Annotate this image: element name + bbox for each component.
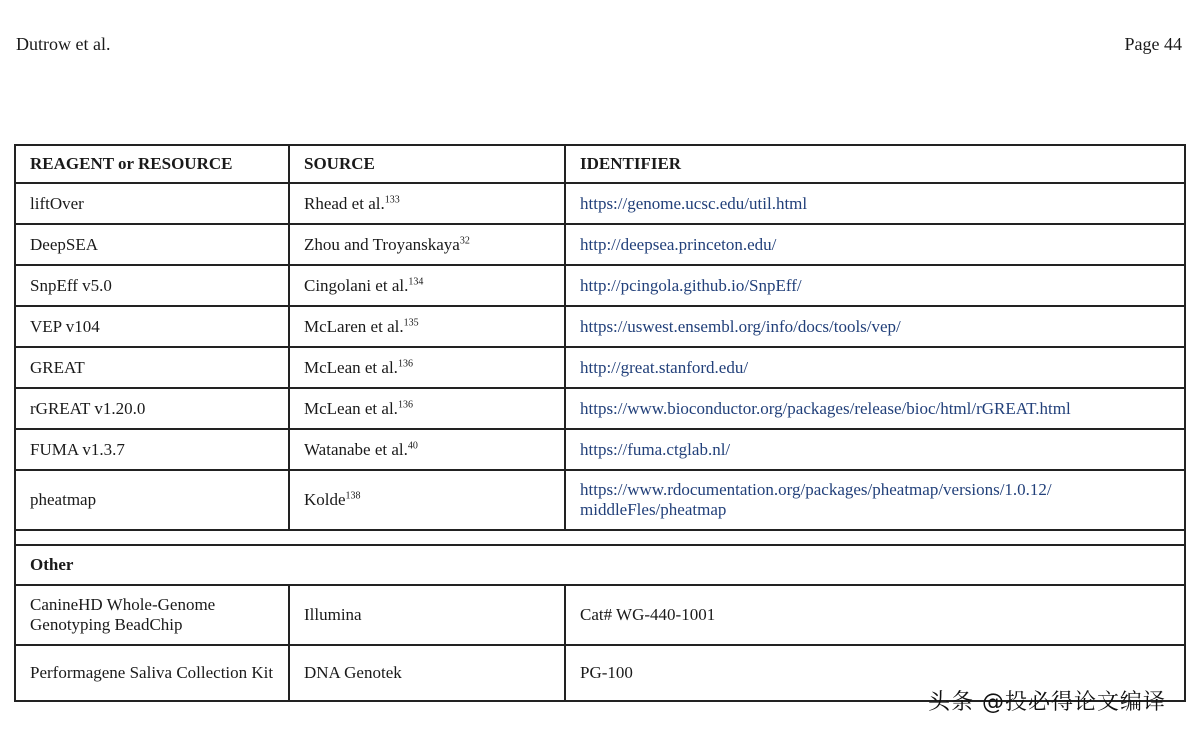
running-header-author: Dutrow et al. — [16, 34, 111, 54]
resource-cell: GREAT — [15, 347, 289, 388]
table-row — [15, 388, 1185, 429]
resources-table — [14, 144, 1186, 702]
section-label-other: Other — [15, 545, 1185, 585]
table-row — [15, 585, 1185, 645]
identifier-link[interactable]: https://www.bioconductor.org/packages/release/bioc/html/rGREAT.html — [565, 388, 1185, 429]
source-cell: Zhou and Troyanskaya$^{32}$ — [289, 224, 565, 265]
resource-cell: VEP v104 — [15, 306, 289, 347]
identifier-link[interactable]: https://www.rdocumentation.org/packages/pheatmap/versions/1.0.12/ middleFles/pheatmap — [565, 470, 1185, 530]
column-header-resource: REAGENT or RESOURCE — [15, 145, 289, 183]
resource-cell: pheatmap — [15, 470, 289, 530]
table-row — [15, 429, 1185, 470]
column-header-source: SOURCE — [289, 145, 565, 183]
identifier-link[interactable]: https://uswest.ensembl.org/info/docs/tools/vep/ — [565, 306, 1185, 347]
table-row — [15, 224, 1185, 265]
table-header-row — [15, 145, 1185, 183]
resource-cell: Performagene Saliva Collection Kit — [15, 645, 289, 701]
resource-cell: CanineHD Whole-Genome Genotyping BeadChip — [15, 585, 289, 645]
identifier-cell: Cat# WG-440-1001 — [565, 585, 1185, 645]
table-row — [15, 265, 1185, 306]
identifier-cell: PG-100 — [565, 645, 1185, 701]
source-cell: Kolde$^{138}$ — [289, 470, 565, 530]
table-row — [15, 306, 1185, 347]
source-cell: Illumina — [289, 585, 565, 645]
source-cell: McLaren et al.$^{135}$ — [289, 306, 565, 347]
table-row — [15, 183, 1185, 224]
identifier-link[interactable]: http://great.stanford.edu/ — [565, 347, 1185, 388]
spacer-row — [15, 530, 1185, 545]
resource-cell: SnpEff v5.0 — [15, 265, 289, 306]
identifier-link[interactable]: http://deepsea.princeton.edu/ — [565, 224, 1185, 265]
column-header-identifier: IDENTIFIER — [565, 145, 1185, 183]
identifier-link[interactable]: https://fuma.ctglab.nl/ — [565, 429, 1185, 470]
spacer-cell — [15, 530, 1185, 545]
table-row — [15, 347, 1185, 388]
source-cell: McLean et al.$^{136}$ — [289, 388, 565, 429]
source-cell: Watanabe et al.$^{40}$ — [289, 429, 565, 470]
resource-cell: rGREAT v1.20.0 — [15, 388, 289, 429]
table-row — [15, 470, 1185, 530]
identifier-link[interactable]: http://pcingola.github.io/SnpEff/ — [565, 265, 1185, 306]
section-row-other — [15, 545, 1185, 585]
page-number: Page 44 — [1124, 34, 1182, 54]
identifier-link[interactable]: https://genome.ucsc.edu/util.html — [565, 183, 1185, 224]
resource-cell: FUMA v1.3.7 — [15, 429, 289, 470]
source-cell: McLean et al.$^{136}$ — [289, 347, 565, 388]
watermark: 头条 @投必得论文编译 — [928, 690, 1166, 715]
resource-cell: liftOver — [15, 183, 289, 224]
source-cell: Cingolani et al.$^{134}$ — [289, 265, 565, 306]
source-cell: Rhead et al.$^{133}$ — [289, 183, 565, 224]
resource-cell: DeepSEA — [15, 224, 289, 265]
source-cell: DNA Genotek — [289, 645, 565, 701]
